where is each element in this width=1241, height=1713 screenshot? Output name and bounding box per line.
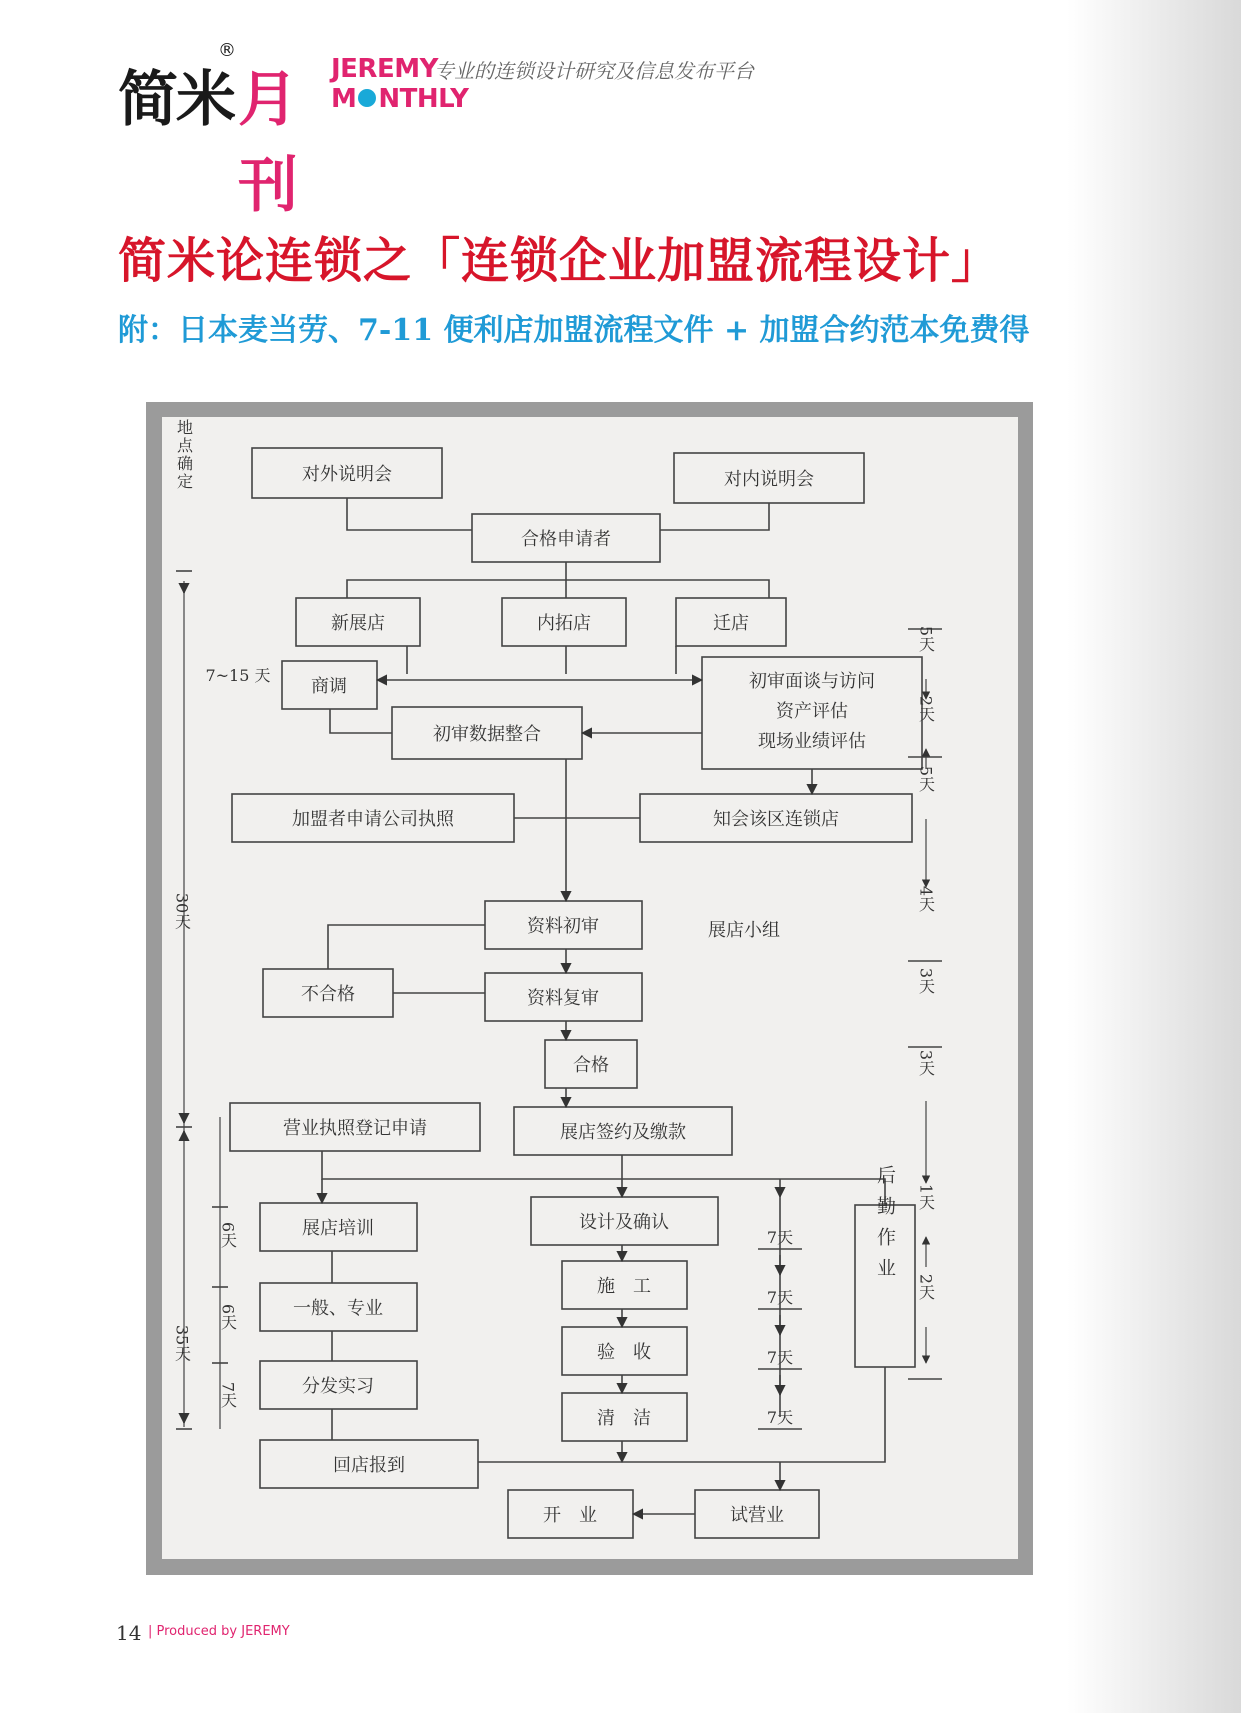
box-opening: 开 业: [543, 1505, 597, 1526]
logo-yuekan: 月刊: [238, 65, 296, 221]
box-cleaning: 清 洁: [597, 1408, 651, 1429]
label-7-15-days: 7~15 天: [205, 666, 271, 685]
box-business-district: 商调: [311, 676, 347, 697]
box-site-performance: 现场业绩评估: [758, 731, 866, 752]
footer-tag: | Produced by JEREMY: [148, 1624, 290, 1639]
registered-mark: ®: [218, 40, 236, 61]
brand-jeremy: JEREMY: [331, 54, 438, 84]
box-business-license: 营业执照登记申请: [283, 1118, 427, 1139]
article-subtitle: 附：日本麦当劳、7-11 便利店加盟流程文件 + 加盟合约范本免费得: [118, 313, 1030, 348]
brand-dot-icon: [358, 89, 376, 107]
box-store-training: 展店培训: [302, 1218, 374, 1239]
label-right-2-days-b: 2天: [916, 1273, 936, 1301]
flowchart-scan: [162, 417, 1018, 1559]
box-internship: 分发实习: [302, 1376, 374, 1397]
box-design-confirm: 设计及确认: [579, 1212, 669, 1233]
label-right-4-days: 4天: [916, 885, 936, 913]
box-trial-operation: 试营业: [730, 1505, 784, 1526]
box-data-integration: 初审数据整合: [433, 724, 541, 745]
label-site-confirm: 地点确定: [174, 419, 194, 491]
box-internal-briefing: 对内说明会: [724, 469, 814, 490]
logo-jianmi: 简米: [118, 65, 234, 135]
label-right-5-days-a: 5天: [916, 625, 936, 653]
box-relocation: 迁店: [713, 613, 749, 634]
label-7-days: 7天: [218, 1381, 238, 1409]
label-right-3-days-a: 3天: [916, 967, 936, 995]
box-data-first-review: 资料初审: [527, 916, 599, 937]
label-mid-7-days-3: 7天: [766, 1348, 794, 1367]
box-asset-evaluation: 资产评估: [776, 701, 848, 722]
box-logistics: 后勤作业: [874, 1165, 896, 1289]
box-qualified-applicant: 合格申请者: [521, 529, 611, 550]
box-qualified: 合格: [573, 1055, 609, 1076]
box-general-professional: 一般、专业: [293, 1298, 383, 1319]
label-expansion-team: 展店小组: [708, 920, 780, 941]
box-return-report: 回店报到: [333, 1455, 405, 1476]
brand-monthly: M NTHLY: [331, 84, 469, 114]
label-mid-7-days-2: 7天: [766, 1288, 794, 1307]
box-franchisee-license: 加盟者申请公司执照: [292, 809, 454, 830]
article-title: 简米论连锁之「连锁企业加盟流程设计」: [118, 233, 1001, 289]
box-external-briefing: 对外说明会: [302, 464, 392, 485]
page-number: 14: [116, 1621, 142, 1645]
box-unqualified: 不合格: [301, 984, 355, 1005]
box-acceptance: 验 收: [597, 1342, 651, 1363]
label-mid-7-days-1: 7天: [766, 1228, 794, 1247]
label-right-3-days-b: 3天: [916, 1049, 936, 1077]
box-contract-payment: 展店签约及缴款: [560, 1122, 686, 1143]
label-30-days: 30天: [172, 892, 192, 930]
label-6-days-a: 6天: [218, 1221, 238, 1249]
label-right-2-days-a: 2天: [916, 695, 936, 723]
box-notify-stores: 知会该区连锁店: [713, 809, 839, 830]
box-data-second-review: 资料复审: [527, 988, 599, 1009]
box-initial-interview: 初审面谈与访问: [749, 671, 875, 692]
label-mid-7-days-4: 7天: [766, 1408, 794, 1427]
franchise-flowchart: [162, 417, 1018, 1559]
label-6-days-b: 6天: [218, 1303, 238, 1331]
box-construction: 施 工: [597, 1276, 651, 1297]
slogan: 专业的连锁设计研究及信息发布平台: [434, 59, 754, 83]
label-right-5-days-b: 5天: [916, 765, 936, 793]
label-right-1-day: 1天: [916, 1183, 936, 1211]
box-new-store: 新展店: [331, 613, 385, 634]
box-internal-expansion: 内拓店: [537, 613, 591, 634]
label-35-days: 35天: [172, 1324, 192, 1362]
